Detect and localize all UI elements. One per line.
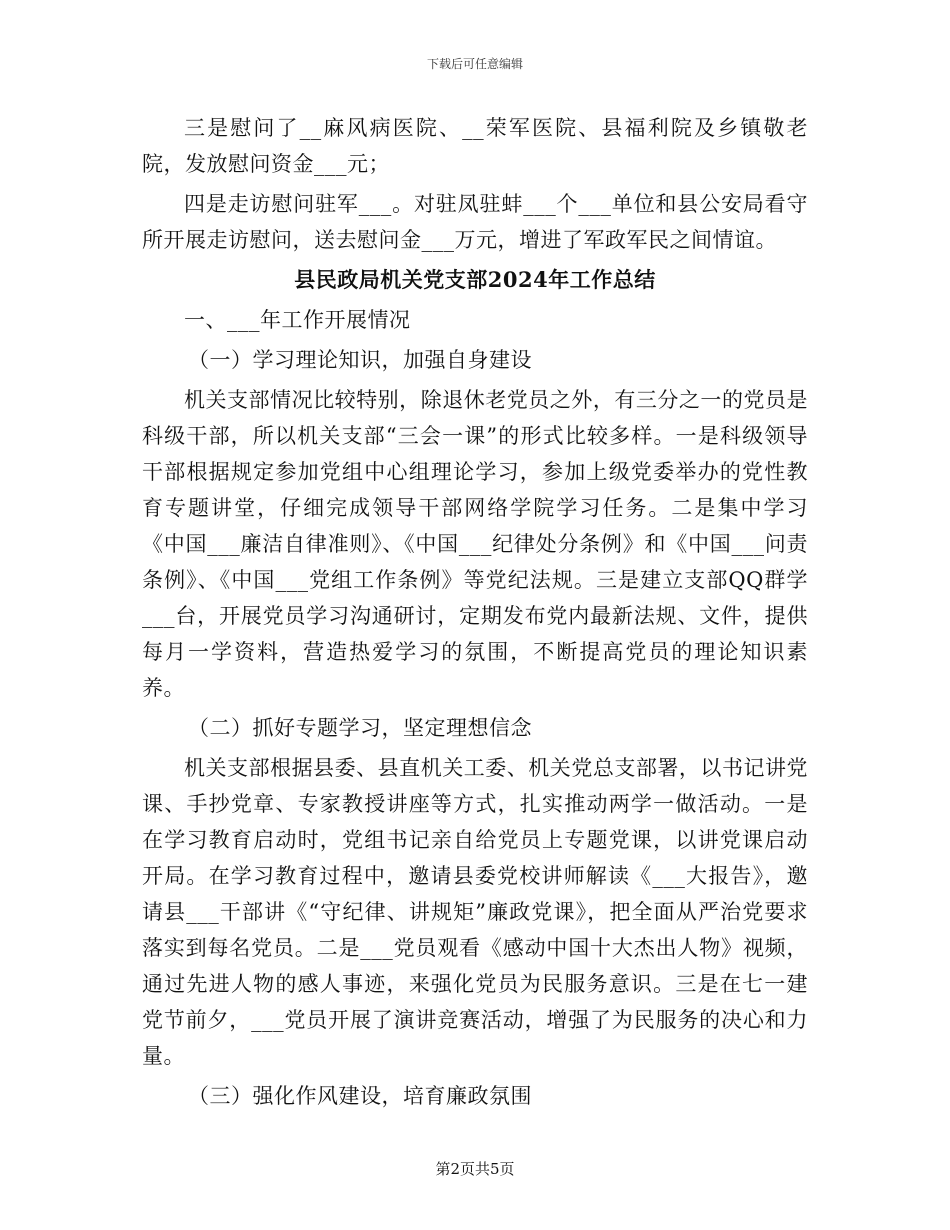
subsection-heading-2: （二）抓好专题学习，坚定理想信念 — [188, 716, 532, 740]
document-title: 县民政局机关党支部2024年工作总结 — [294, 267, 656, 292]
paragraph-condolence-troops: 四是走访慰问驻军___。对驻凤驻蚌___个___单位和县公安局看守所开展走访慰问，送去慰问金___万元，增进了军政军民之间情谊。 — [142, 192, 808, 252]
subsection-heading-3: （三）强化作风建设，培育廉政氛围 — [188, 1084, 532, 1108]
paragraph-condolence-hospitals: 三是慰问了__麻风病医院、__荣军医院、县福利院及乡镇敬老院，发放慰问资金___元； — [142, 116, 808, 176]
document-body — [142, 110, 808, 1114]
section-heading-1: 一、___年工作开展情况 — [184, 308, 411, 332]
page-header-note: 下载后可任意编辑 — [426, 57, 523, 71]
paragraph-theory-study: 机关支部情况比较特别，除退休老党员之外，有三分之一的党员是科级干部，所以机关支部“三会一课”的形式比较多样。一是科级领导干部根据规定参加党组中心组理论学习，参加上级党委举办的党性教育专题讲堂，仔细完成领导干部网络学院学习任务。二是集中学习《中国___廉洁自律准则》、《中国___纪律处分条例》和《中国___问责条例》、《中国___党组工作条例》等党纪法规。三是建立支部QQ群学___台，开展党员学习沟通研讨，定期发布党内最新法规、文件，提供每月一学资料，营造热爱学习的氛围，不断提高党员的理论知识素养。 — [142, 388, 808, 700]
paragraph-special-study: 机关支部根据县委、县直机关工委、机关党总支部署，以书记讲党课、手抄党章、专家教授讲座等方式，扎实推动两学一做活动。一是在学习教育启动时，党组书记亲自给党员上专题党课，以讲党课启动开局。在学习教育过程中，邀请县委党校讲师解读《___大报告》，邀请县___干部讲《“守纪律、讲规矩”廉政党课》，把全面从严治党要求落实到每名党员。二是___党员观看《感动中国十大杰出人物》视频，通过先进人物的感人事迹，来强化党员为民服务意识。三是在七一建党节前夕，___党员开展了演讲竞赛活动，增强了为民服务的决心和力量。 — [142, 756, 808, 1068]
page-number-footer: 第2页共5页 — [435, 1160, 515, 1178]
subsection-heading-1: （一）学习理论知识，加强自身建设 — [188, 348, 532, 372]
